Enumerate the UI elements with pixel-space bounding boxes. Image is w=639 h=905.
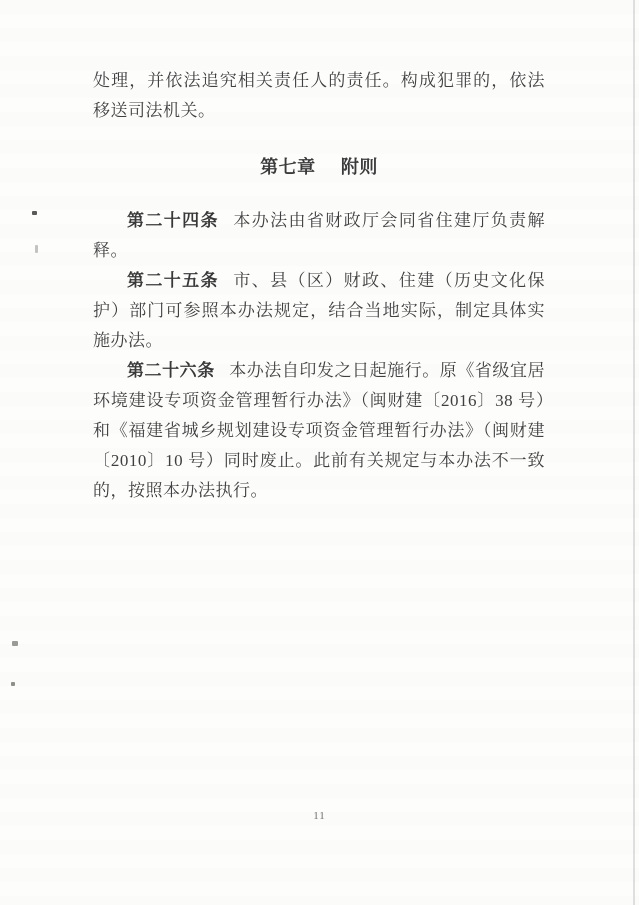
article-25 bbox=[93, 266, 545, 356]
article-25-text: 市、县（区）财政、住建（历史文化保护）部门可参照本办法规定，结合当地实际，制定具体实施办法。 bbox=[93, 271, 546, 350]
article-24 bbox=[93, 206, 545, 266]
scan-edge-line bbox=[633, 0, 635, 905]
article-26-number: 第二十六条 bbox=[127, 361, 215, 380]
scan-speck bbox=[32, 211, 37, 215]
continuation-paragraph: 处理，并依法追究相关责任人的责任。构成犯罪的，依法移送司法机关。 bbox=[93, 71, 545, 120]
chapter-heading bbox=[93, 152, 545, 182]
scan-speck bbox=[35, 245, 38, 253]
scan-speck bbox=[12, 641, 18, 646]
article-26 bbox=[93, 356, 545, 506]
article-24-number: 第二十四条 bbox=[127, 211, 219, 230]
scan-speck bbox=[11, 682, 15, 686]
page-number: 11 bbox=[313, 810, 326, 822]
article-25-number: 第二十五条 bbox=[127, 271, 219, 290]
article-24-text: 本办法由省财政厅会同省住建厅负责解释。 bbox=[93, 211, 546, 260]
chapter-number: 第七章 bbox=[260, 157, 316, 177]
article-26-text: 本办法自印发之日起施行。原《省级宜居环境建设专项资金管理暂行办法》（闽财建〔2016〕38 号）和《福建省城乡规划建设专项资金管理暂行办法》（闽财建〔2010〕10 号）同时废止。此前有关规定与本办法不一致的，按照本办法执行。 bbox=[93, 361, 546, 500]
document-body bbox=[93, 66, 545, 506]
chapter-title: 附则 bbox=[340, 157, 378, 177]
